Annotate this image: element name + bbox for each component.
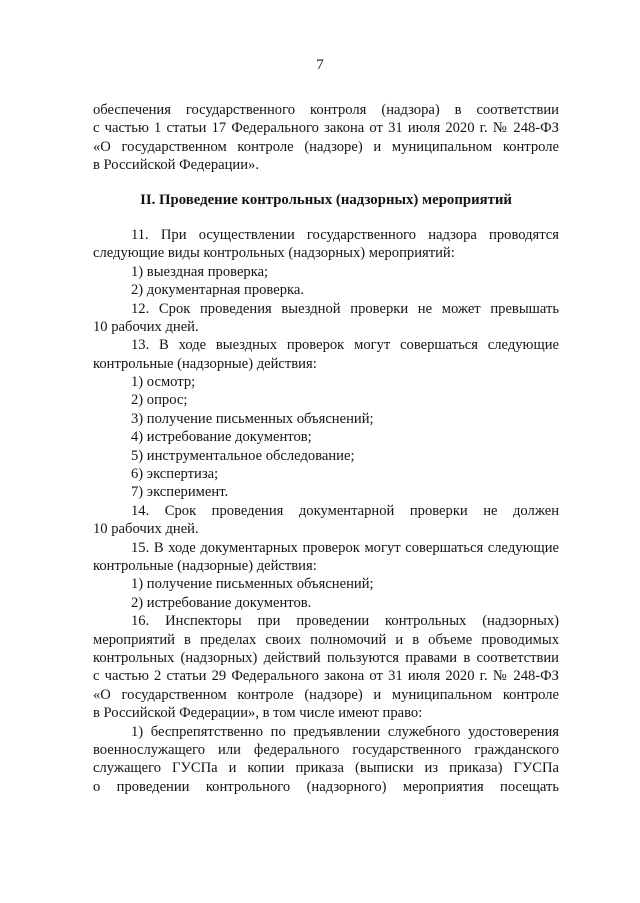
text-line: 10 рабочих дней. xyxy=(93,521,199,538)
list-item: 4) истребование документов; xyxy=(131,429,312,446)
text-line: контрольных (надзорных) действий пользуются правами в соответствии xyxy=(93,649,559,666)
text-line: 11. При осуществлении государственного надзора проводятся xyxy=(131,226,559,243)
text-line: военнослужащего или федерального государственного гражданского xyxy=(93,741,559,758)
list-item: 1) получение письменных объяснений; xyxy=(131,576,374,593)
text-line: 16. Инспекторы при проведении контрольных (надзорных) xyxy=(131,613,559,630)
text-line: с частью 2 статьи 29 Федерального закона от 31 июля 2020 г. № 248-ФЗ xyxy=(93,668,559,685)
text-line: «О государственном контроле (надзоре) и муниципальном контроле xyxy=(93,686,559,703)
list-item: 6) экспертиза; xyxy=(131,466,219,483)
text-line: обеспечения государственного контроля (надзора) в соответствии xyxy=(93,102,559,118)
list-item: 1) выездная проверка; xyxy=(131,263,269,280)
text-line: о проведении контрольного (надзорного) мероприятия посещать xyxy=(93,778,559,795)
text-line: 10 рабочих дней. xyxy=(93,318,199,335)
text-line: 13. В ходе выездных проверок могут совершаться следующие xyxy=(131,337,559,354)
page-number: 7 xyxy=(316,57,324,73)
list-item: 1) осмотр; xyxy=(131,374,196,391)
text-line: 15. В ходе документарных проверок могут совершаться следующие xyxy=(131,539,559,556)
text-line: служащего ГУСПа и копии приказа (выписки из приказа) ГУСПа xyxy=(93,760,559,777)
text-line: в Российской Федерации», в том числе имеют право: xyxy=(93,705,423,722)
text-line: в Российской Федерации». xyxy=(93,157,259,174)
text-line: с частью 1 статьи 17 Федерального закона от 31 июля 2020 г. № 248-ФЗ xyxy=(93,120,559,137)
list-item: 2) истребование документов. xyxy=(131,594,312,611)
text-line: мероприятий в пределах своих полномочий и в объеме проводимых xyxy=(93,631,559,648)
text-line: контрольные (надзорные) действия: xyxy=(93,355,317,372)
text-line: следующие виды контрольных (надзорных) мероприятий: xyxy=(93,245,455,262)
text-line: 14. Срок проведения документарной проверки не должен xyxy=(131,502,559,519)
section-heading: II. Проведение контрольных (надзорных) мероприятий xyxy=(140,191,512,208)
text-line: «О государственном контроле (надзоре) и муниципальном контроле xyxy=(93,138,559,155)
text-line: 12. Срок проведения выездной проверки не может превышать xyxy=(131,300,559,317)
text-line: контрольные (надзорные) действия: xyxy=(93,557,317,574)
list-item: 3) получение письменных объяснений; xyxy=(131,410,374,427)
list-item: 1) беспрепятственно по предъявлении служебного удостоверения xyxy=(131,723,559,740)
list-item: 2) опрос; xyxy=(131,392,188,409)
document-body xyxy=(93,101,559,796)
list-item: 2) документарная проверка. xyxy=(131,282,304,299)
list-item: 7) эксперимент. xyxy=(131,484,229,501)
list-item: 5) инструментальное обследование; xyxy=(131,447,355,464)
